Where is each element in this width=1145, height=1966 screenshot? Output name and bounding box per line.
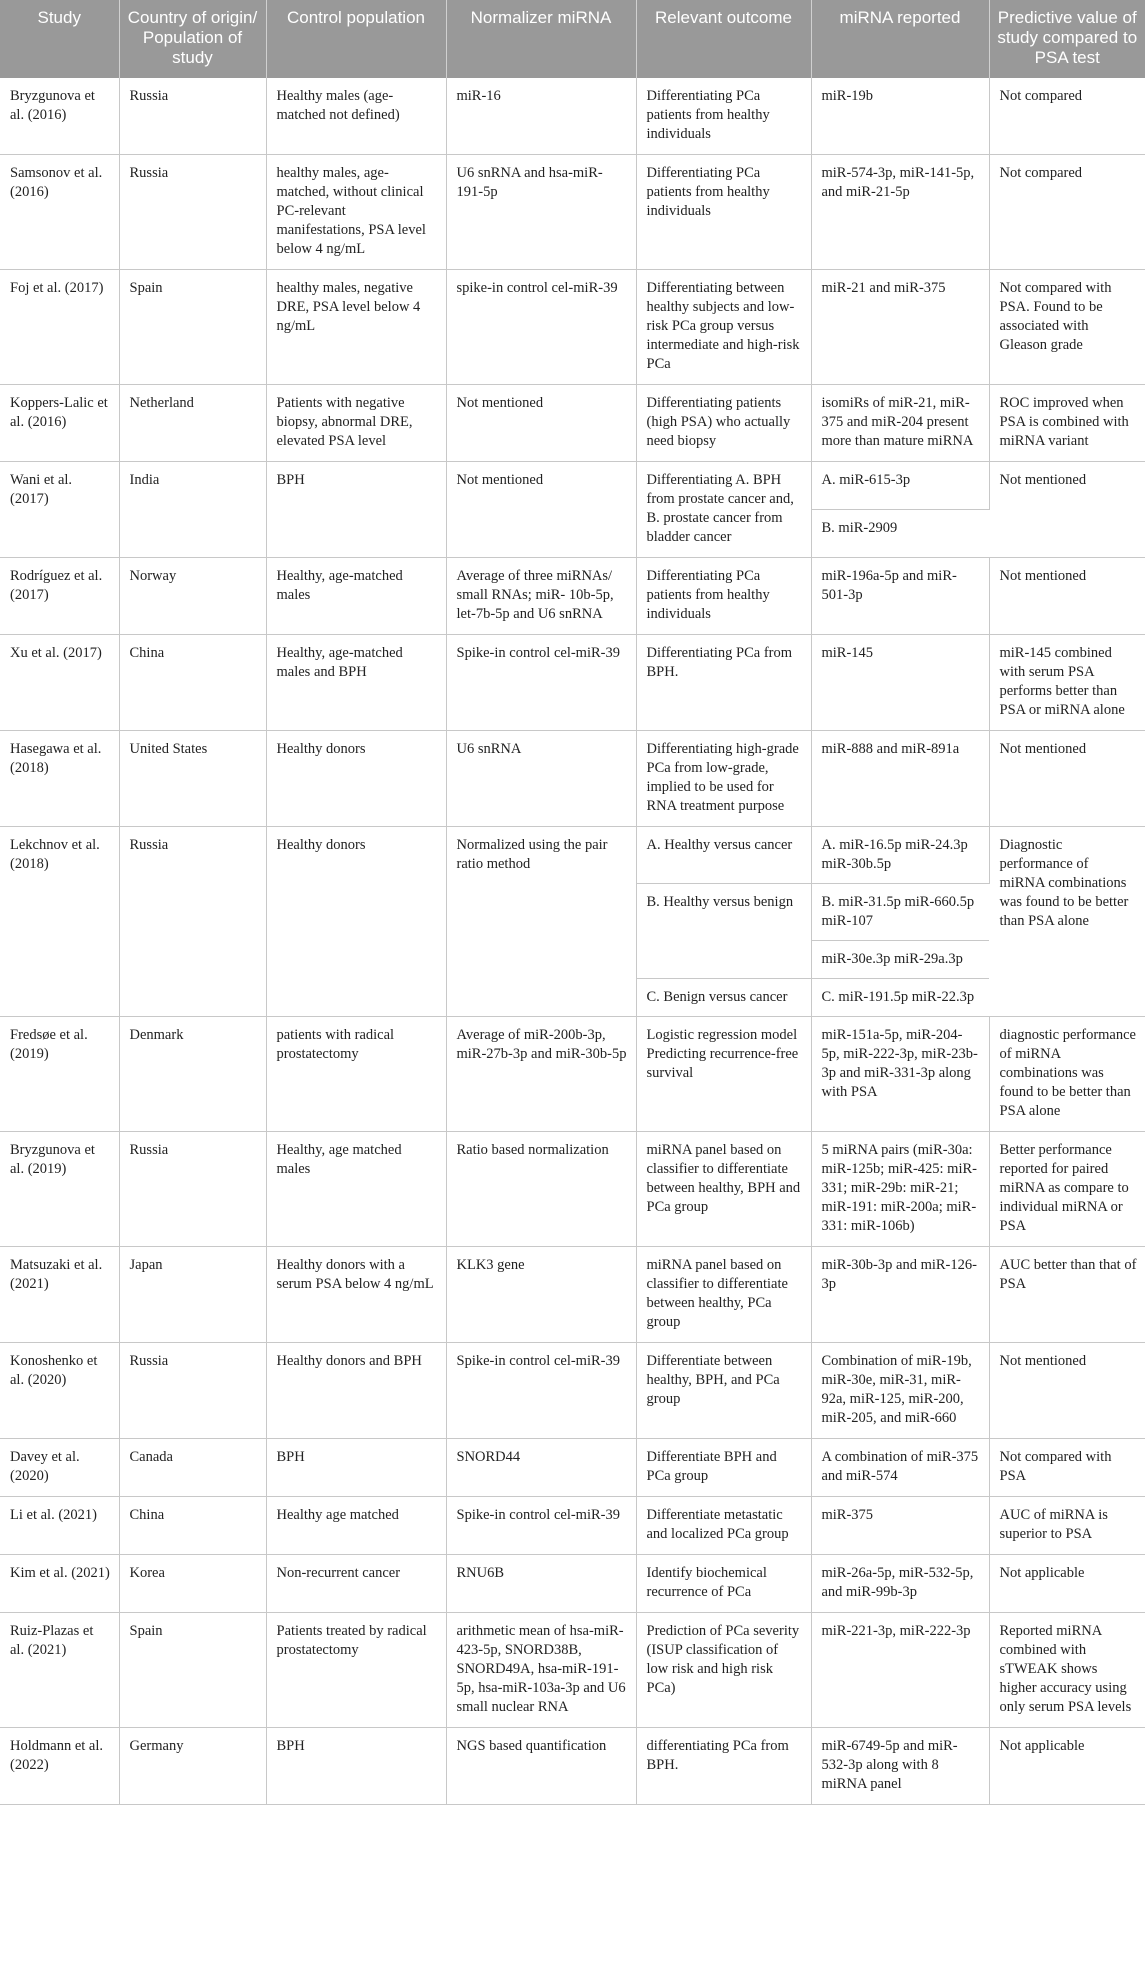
cell-mirna: miR-375 xyxy=(811,1497,989,1555)
cell-country: India xyxy=(119,462,266,558)
cell-normalizer: Normalized using the pair ratio method xyxy=(446,827,636,1017)
cell-country: China xyxy=(119,1497,266,1555)
cell-country: Japan xyxy=(119,1247,266,1343)
cell-country: United States xyxy=(119,731,266,827)
cell-predictive: AUC of miRNA is superior to PSA xyxy=(989,1497,1145,1555)
cell-predictive: diagnostic performance of miRNA combinations was found to be better than PSA alone xyxy=(989,1017,1145,1132)
cell-outcome-c: C. Benign versus cancer xyxy=(636,979,811,1017)
cell-mirna: miR-196a-5p and miR-501-3p xyxy=(811,558,989,635)
cell-control: BPH xyxy=(266,462,446,558)
cell-mirna: miR-888 and miR-891a xyxy=(811,731,989,827)
cell-outcome: Differentiating PCa patients from healthy individuals xyxy=(636,78,811,155)
cell-predictive: AUC better than that of PSA xyxy=(989,1247,1145,1343)
cell-control: Healthy donors with a serum PSA below 4 ng/mL xyxy=(266,1247,446,1343)
cell-control: Patients with negative biopsy, abnormal DRE, elevated PSA level xyxy=(266,385,446,462)
cell-mirna-a: A. miR-615-3p xyxy=(811,462,989,510)
table-row xyxy=(0,1555,1145,1613)
cell-normalizer: Not mentioned xyxy=(446,462,636,558)
cell-country: Norway xyxy=(119,558,266,635)
cell-mirna-a: A. miR-16.5p miR-24.3p miR-30b.5p xyxy=(811,827,989,884)
cell-control: Healthy donors xyxy=(266,827,446,1017)
header-country: Country of origin/ Population of study xyxy=(119,0,266,78)
table-row xyxy=(0,462,1145,510)
cell-study: Ruiz-Plazas et al. (2021) xyxy=(0,1613,119,1728)
cell-mirna: miR-151a-5p, miR-204-5p, miR-222-3p, miR-23b-3p and miR-331-3p along with PSA xyxy=(811,1017,989,1132)
cell-control: BPH xyxy=(266,1439,446,1497)
cell-outcome: Differentiating high-grade PCa from low-grade, implied to be used for RNA treatment purpose xyxy=(636,731,811,827)
cell-normalizer: NGS based quantification xyxy=(446,1728,636,1805)
cell-study: Rodríguez et al. (2017) xyxy=(0,558,119,635)
table-row xyxy=(0,1497,1145,1555)
cell-country: Canada xyxy=(119,1439,266,1497)
cell-control: healthy males, negative DRE, PSA level below 4 ng/mL xyxy=(266,270,446,385)
cell-predictive: Diagnostic performance of miRNA combinations was found to be better than PSA alone xyxy=(989,827,1145,1017)
cell-normalizer: spike-in control cel-miR-39 xyxy=(446,270,636,385)
cell-country: Korea xyxy=(119,1555,266,1613)
cell-outcome: Prediction of PCa severity (ISUP classification of low risk and high risk PCa) xyxy=(636,1613,811,1728)
table-row xyxy=(0,1439,1145,1497)
cell-predictive: Not applicable xyxy=(989,1728,1145,1805)
cell-study: Foj et al. (2017) xyxy=(0,270,119,385)
cell-mirna-b: B. miR-31.5p miR-660.5p miR-107 xyxy=(811,884,989,941)
cell-predictive: Not compared with PSA xyxy=(989,1439,1145,1497)
cell-study: Davey et al. (2020) xyxy=(0,1439,119,1497)
table-row xyxy=(0,827,1145,884)
header-mirna: miRNA reported xyxy=(811,0,989,78)
cell-outcome: Differentiating PCa patients from healthy individuals xyxy=(636,155,811,270)
cell-mirna: miR-221-3p, miR-222-3p xyxy=(811,1613,989,1728)
cell-outcome: Differentiating PCa patients from healthy individuals xyxy=(636,558,811,635)
header-outcome: Relevant outcome xyxy=(636,0,811,78)
cell-study: Hasegawa et al. (2018) xyxy=(0,731,119,827)
cell-mirna-b2: miR-30e.3p miR-29a.3p xyxy=(811,941,989,979)
cell-normalizer: Average of miR-200b-3p, miR-27b-3p and miR-30b-5p xyxy=(446,1017,636,1132)
cell-control: Healthy males (age-matched not defined) xyxy=(266,78,446,155)
cell-predictive: Not compared xyxy=(989,78,1145,155)
cell-outcome-b: B. Healthy versus benign xyxy=(636,884,811,979)
header-control: Control population xyxy=(266,0,446,78)
cell-country: Russia xyxy=(119,827,266,1017)
cell-normalizer: Spike-in control cel-miR-39 xyxy=(446,635,636,731)
header-predictive: Predictive value of study compared to PSA test xyxy=(989,0,1145,78)
table-row xyxy=(0,1017,1145,1132)
cell-normalizer: Not mentioned xyxy=(446,385,636,462)
cell-predictive: Not applicable xyxy=(989,1555,1145,1613)
cell-normalizer: arithmetic mean of hsa-miR-423-5p, SNORD38B, SNORD49A, hsa-miR-191-5p, hsa-miR-103a-3p and U6 small nuclear RNA xyxy=(446,1613,636,1728)
cell-mirna-b: B. miR-2909 xyxy=(811,510,989,558)
cell-mirna: miR-19b xyxy=(811,78,989,155)
cell-normalizer: Average of three miRNAs/ small RNAs; miR- 10b-5p, let-7b-5p and U6 snRNA xyxy=(446,558,636,635)
cell-outcome: Differentiating patients (high PSA) who actually need biopsy xyxy=(636,385,811,462)
table-row xyxy=(0,155,1145,270)
cell-outcome: Differentiate between healthy, BPH, and PCa group xyxy=(636,1343,811,1439)
cell-normalizer: U6 snRNA xyxy=(446,731,636,827)
cell-outcome: Differentiating between healthy subjects and low-risk PCa group versus intermediate and high-risk PCa xyxy=(636,270,811,385)
table-row xyxy=(0,78,1145,155)
cell-country: Russia xyxy=(119,155,266,270)
cell-control: Non-recurrent cancer xyxy=(266,1555,446,1613)
cell-control: Healthy, age-matched males xyxy=(266,558,446,635)
cell-normalizer: miR-16 xyxy=(446,78,636,155)
cell-control: Healthy, age-matched males and BPH xyxy=(266,635,446,731)
cell-study: Wani et al. (2017) xyxy=(0,462,119,558)
cell-predictive: Not mentioned xyxy=(989,1343,1145,1439)
cell-study: Fredsøe et al. (2019) xyxy=(0,1017,119,1132)
cell-mirna: Combination of miR-19b, miR-30e, miR-31, miR-92a, miR-125, miR-200, miR-205, and miR-660 xyxy=(811,1343,989,1439)
cell-normalizer: Ratio based normalization xyxy=(446,1132,636,1247)
cell-outcome-a: A. Healthy versus cancer xyxy=(636,827,811,884)
cell-control: Healthy, age matched males xyxy=(266,1132,446,1247)
cell-outcome: Identify biochemical recurrence of PCa xyxy=(636,1555,811,1613)
cell-mirna: miR-30b-3p and miR-126-3p xyxy=(811,1247,989,1343)
table-row xyxy=(0,635,1145,731)
cell-outcome: Differentiate metastatic and localized PCa group xyxy=(636,1497,811,1555)
cell-predictive: Better performance reported for paired miRNA as compare to individual miRNA or PSA xyxy=(989,1132,1145,1247)
cell-predictive: Not compared xyxy=(989,155,1145,270)
cell-control: Healthy donors and BPH xyxy=(266,1343,446,1439)
cell-study: Koppers-Lalic et al. (2016) xyxy=(0,385,119,462)
cell-country: Spain xyxy=(119,1613,266,1728)
cell-country: Russia xyxy=(119,1132,266,1247)
cell-outcome: Differentiating A. BPH from prostate cancer and, B. prostate cancer from bladder cancer xyxy=(636,462,811,558)
table-row xyxy=(0,1132,1145,1247)
cell-predictive: Reported miRNA combined with sTWEAK shows higher accuracy using only serum PSA levels xyxy=(989,1613,1145,1728)
header-study: Study xyxy=(0,0,119,78)
cell-mirna: miR-145 xyxy=(811,635,989,731)
table-row xyxy=(0,270,1145,385)
cell-study: Matsuzaki et al. (2021) xyxy=(0,1247,119,1343)
cell-outcome: Differentiating PCa from BPH. xyxy=(636,635,811,731)
cell-outcome: Logistic regression model Predicting recurrence-free survival xyxy=(636,1017,811,1132)
cell-study: Kim et al. (2021) xyxy=(0,1555,119,1613)
cell-predictive: Not compared with PSA. Found to be associated with Gleason grade xyxy=(989,270,1145,385)
cell-mirna: miR-574-3p, miR-141-5p, and miR-21-5p xyxy=(811,155,989,270)
cell-normalizer: Spike-in control cel-miR-39 xyxy=(446,1497,636,1555)
cell-study: Li et al. (2021) xyxy=(0,1497,119,1555)
cell-mirna: 5 miRNA pairs (miR-30a: miR-125b; miR-425: miR- 331; miR-29b: miR-21; miR-191: miR-200a; miR-331: miR-106b) xyxy=(811,1132,989,1247)
cell-predictive: miR-145 combined with serum PSA performs better than PSA or miRNA alone xyxy=(989,635,1145,731)
cell-control: BPH xyxy=(266,1728,446,1805)
table-row xyxy=(0,1613,1145,1728)
cell-predictive: Not mentioned xyxy=(989,731,1145,827)
cell-control: Healthy donors xyxy=(266,731,446,827)
cell-country: Spain xyxy=(119,270,266,385)
cell-country: Netherland xyxy=(119,385,266,462)
table-row xyxy=(0,1247,1145,1343)
cell-outcome: miRNA panel based on classifier to differentiate between healthy, BPH and PCa group xyxy=(636,1132,811,1247)
cell-normalizer: Spike-in control cel-miR-39 xyxy=(446,1343,636,1439)
cell-study: Bryzgunova et al. (2019) xyxy=(0,1132,119,1247)
cell-country: China xyxy=(119,635,266,731)
header-normalizer: Normalizer miRNA xyxy=(446,0,636,78)
cell-mirna: miR-6749-5p and miR-532-3p along with 8 miRNA panel xyxy=(811,1728,989,1805)
cell-control: patients with radical prostatectomy xyxy=(266,1017,446,1132)
cell-study: Konoshenko et al. (2020) xyxy=(0,1343,119,1439)
cell-mirna-c: C. miR-191.5p miR-22.3p xyxy=(811,979,989,1017)
cell-mirna: A combination of miR-375 and miR-574 xyxy=(811,1439,989,1497)
cell-study: Xu et al. (2017) xyxy=(0,635,119,731)
cell-outcome: miRNA panel based on classifier to differentiate between healthy, PCa group xyxy=(636,1247,811,1343)
cell-study: Bryzgunova et al. (2016) xyxy=(0,78,119,155)
cell-normalizer: SNORD44 xyxy=(446,1439,636,1497)
cell-country: Russia xyxy=(119,78,266,155)
cell-control: Healthy age matched xyxy=(266,1497,446,1555)
cell-predictive: ROC improved when PSA is combined with miRNA variant xyxy=(989,385,1145,462)
cell-country: Russia xyxy=(119,1343,266,1439)
table-row xyxy=(0,1728,1145,1805)
cell-outcome: Differentiate BPH and PCa group xyxy=(636,1439,811,1497)
cell-mirna: isomiRs of miR-21, miR-375 and miR-204 present more than mature miRNA xyxy=(811,385,989,462)
cell-normalizer: U6 snRNA and hsa-miR-191-5p xyxy=(446,155,636,270)
table-row xyxy=(0,385,1145,462)
cell-country: Germany xyxy=(119,1728,266,1805)
cell-predictive: Not mentioned xyxy=(989,558,1145,635)
cell-predictive: Not mentioned xyxy=(989,462,1145,558)
cell-outcome: differentiating PCa from BPH. xyxy=(636,1728,811,1805)
cell-study: Lekchnov et al. (2018) xyxy=(0,827,119,1017)
cell-normalizer: RNU6B xyxy=(446,1555,636,1613)
cell-mirna: miR-21 and miR-375 xyxy=(811,270,989,385)
cell-country: Denmark xyxy=(119,1017,266,1132)
table-row xyxy=(0,1343,1145,1439)
cell-mirna: miR-26a-5p, miR-532-5p, and miR-99b-3p xyxy=(811,1555,989,1613)
table-row xyxy=(0,731,1145,827)
cell-control: Patients treated by radical prostatectomy xyxy=(266,1613,446,1728)
table-row xyxy=(0,558,1145,635)
header-row xyxy=(0,0,1145,78)
cell-normalizer: KLK3 gene xyxy=(446,1247,636,1343)
cell-study: Samsonov et al. (2016) xyxy=(0,155,119,270)
cell-control: healthy males, age-matched, without clinical PC-relevant manifestations, PSA level below 4 ng/mL xyxy=(266,155,446,270)
cell-study: Holdmann et al. (2022) xyxy=(0,1728,119,1805)
